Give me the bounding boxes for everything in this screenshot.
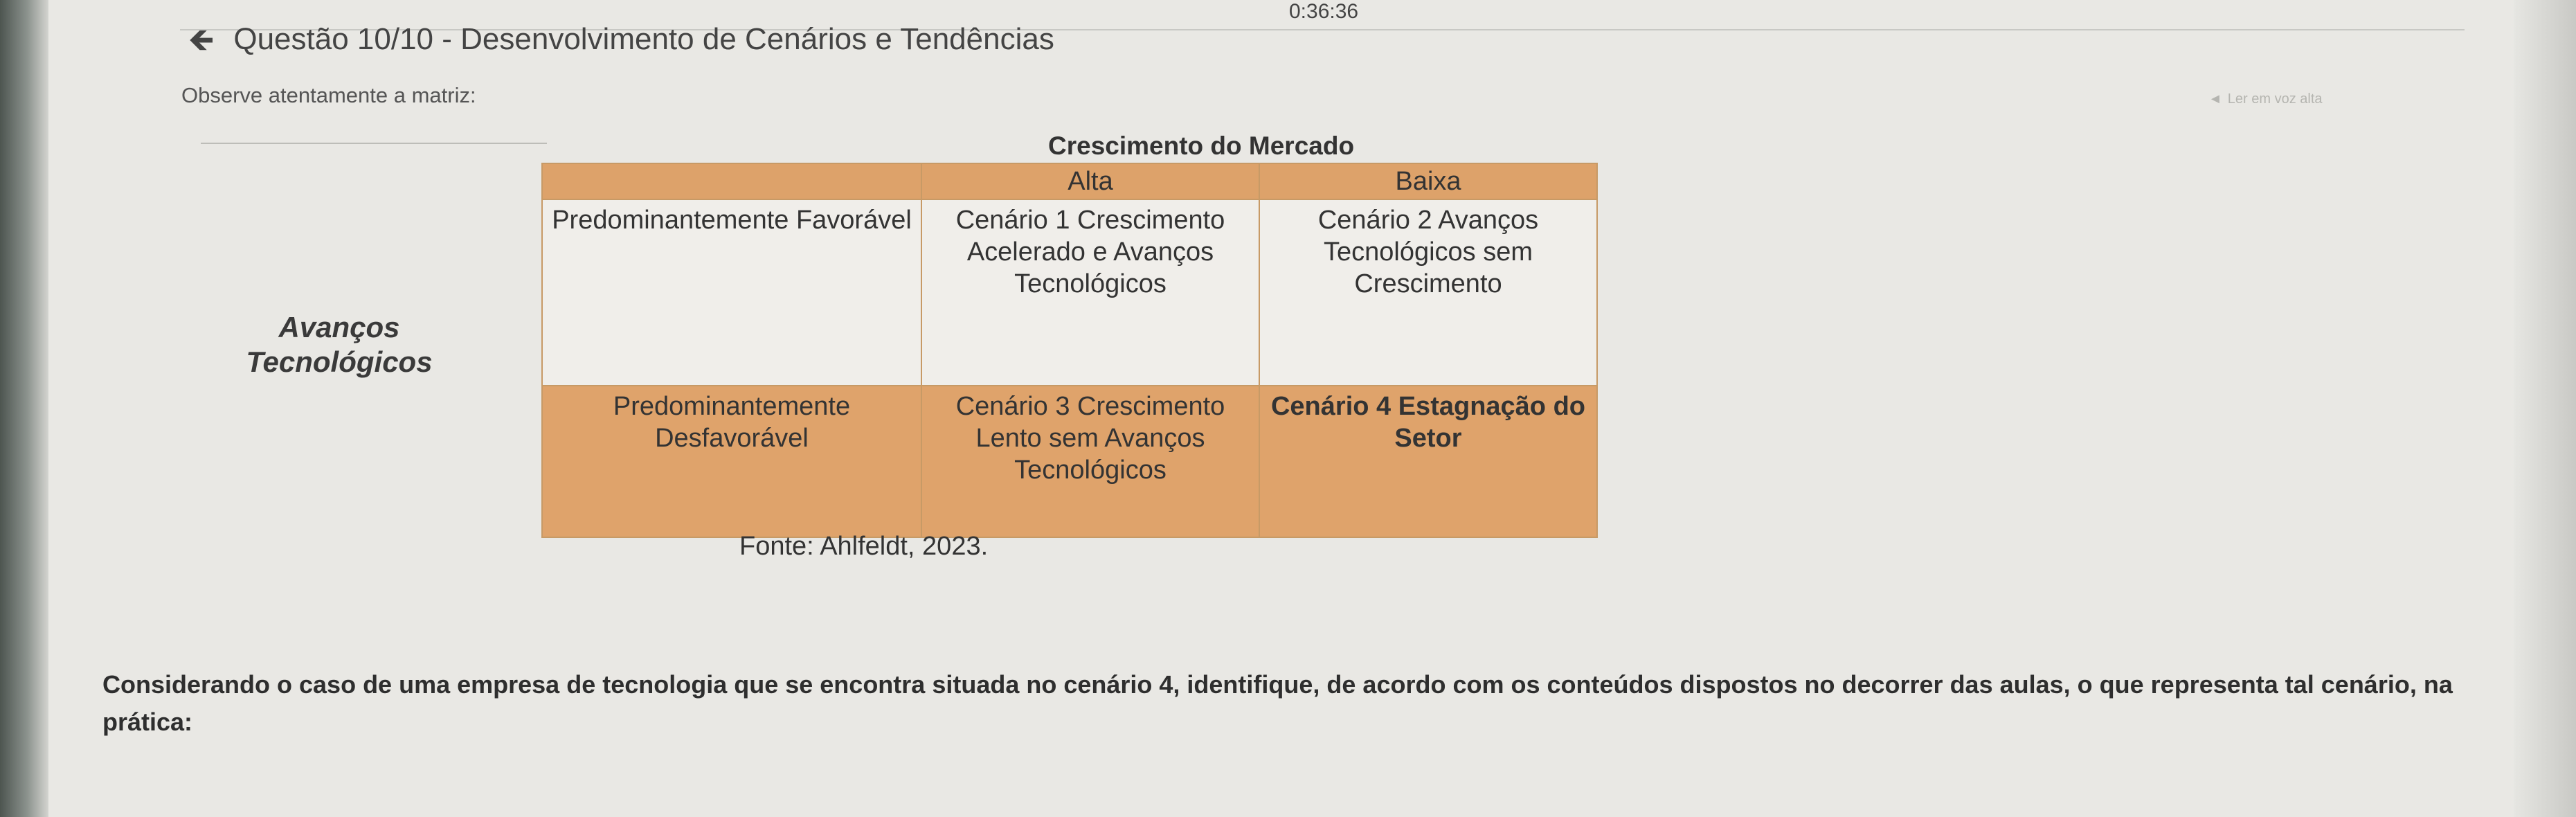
question-text: Considerando o caso de uma empresa de tecnologia que se encontra situada no cenário 4, identifique, de acordo com os conteúdos dispostos no decorrer das aulas, o que representa tal cenário, na prática: <box>102 670 2453 736</box>
scenario-3-cell: Cenário 3 Crescimento Lento sem Avanços Tecnológicos <box>921 386 1259 537</box>
question-prompt: Observe atentamente a matriz: <box>181 83 476 107</box>
read-aloud-label: Ler em voz alta <box>2227 91 2323 107</box>
matrix-row-favoravel <box>542 199 1597 386</box>
column-header-alta: Alta <box>921 163 1259 199</box>
read-aloud-link[interactable] <box>2208 91 2323 107</box>
row-header-desfavoravel: Predominantemente Desfavorável <box>542 386 921 537</box>
matrix-header-row <box>542 163 1597 199</box>
scenario-1-cell: Cenário 1 Crescimento Acelerado e Avanços Tecnológicos <box>921 199 1259 386</box>
question-title: Questão 10/10 - Desenvolvimento de Cenários e Tendências <box>233 22 1054 56</box>
back-arrow-icon[interactable]: 🡸 <box>188 21 215 57</box>
screen-bezel-left <box>0 0 48 817</box>
matrix-corner-cell <box>542 163 921 199</box>
row-header-favoravel: Predominantemente Favorável <box>542 199 921 386</box>
matrix-source: Fonte: Ahlfeldt, 2023. <box>739 532 989 561</box>
speaker-icon: ◄ <box>2208 91 2222 107</box>
table-top-rule <box>201 143 547 144</box>
column-header-baixa: Baixa <box>1259 163 1597 199</box>
scenario-matrix <box>541 163 1598 538</box>
row-axis-label: Avanços Tecnológicos <box>246 311 433 378</box>
matrix-row-desfavoravel <box>542 386 1597 537</box>
scenario-2-cell: Cenário 2 Avanços Tecnológicos sem Crescimento <box>1259 199 1597 386</box>
matrix-title: Crescimento do Mercado <box>1048 132 1355 160</box>
question-header <box>188 22 1054 57</box>
scenario-4-cell: Cenário 4 Estagnação do Setor <box>1259 386 1597 537</box>
countdown-timer: 0:36:36 <box>1289 0 1359 23</box>
